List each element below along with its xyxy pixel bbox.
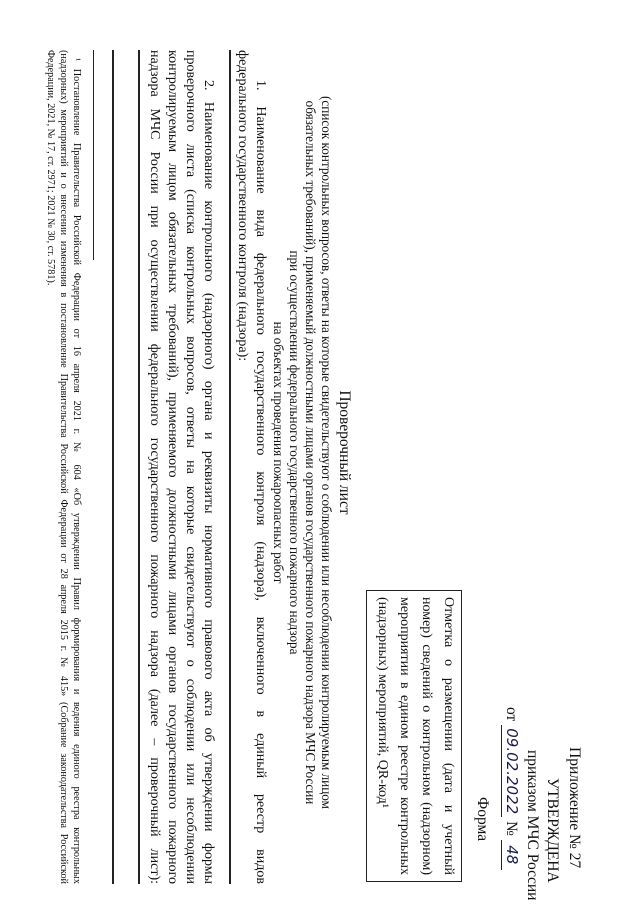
order-number: 48	[501, 840, 522, 870]
registry-mark-line-2: номер) сведений о контрольном (надзорном)	[419, 597, 434, 875]
approved-label: УТВЕРЖДЕНА	[544, 778, 561, 883]
footnote-line-2: (надзорных) мероприятий и о внесении изменения в постановление Правительства Российской Федерации от 28 апреля 2015 г. № 415» (Собрание законодательства Российской	[58, 50, 69, 884]
appendix-label: Приложение № 27	[566, 747, 583, 869]
number-prefix: №	[503, 821, 520, 836]
title-line-4: на объектах проведения пожароопасных работ	[271, 321, 286, 584]
title-line-3: при осуществлении федерального государственного пожарного надзора	[287, 250, 302, 655]
title-line-2: обязательных требований), применяемый должностными лицами органов государственного пожарного надзора МЧС России	[303, 100, 318, 805]
item1-line-2: федерального государственного контроля (надзора):	[235, 50, 250, 362]
item2-line-2: проверочного листа (списка контрольных вопросов, ответы на которые свидетельствуют о соблюдении или несоблюдении	[183, 50, 198, 884]
document-title: Проверочный лист	[336, 390, 353, 515]
item1-line-1: 1. Наименование вида федерального государственного контроля (надзора), включенного в единый реестр видов	[253, 80, 268, 884]
item2-fill-line-1	[139, 50, 141, 884]
footnote-line-1: ¹ Постановление Правительства Российской Федерации от 16 апреля 2021 г. № 604 «Об утверждении Правил формирования и ведения единого реестра контрольных	[71, 58, 82, 884]
item2-fill-line-2	[113, 50, 115, 884]
order-date-line	[501, 707, 522, 870]
registry-mark-line-4: (надзорных) мероприятий, QR-код¹	[375, 597, 390, 808]
order-label: приказом МЧС России	[524, 750, 541, 901]
registry-mark-line-1: Отметка о размещении (дата и учетный	[441, 597, 456, 875]
order-date: 09.02.2022	[501, 725, 522, 817]
item2-line-4: надзора МЧС России при осуществлении федерального государственного пожарного надзора (далее – проверочный лист):	[147, 50, 162, 884]
registry-mark-line-3: мероприятии в едином реестре контрольных	[397, 597, 412, 875]
form-label: Форма	[474, 797, 491, 842]
item1-fill-line	[230, 50, 232, 884]
footnote-separator	[93, 50, 94, 260]
registry-mark-box	[366, 590, 462, 882]
item2-line-3: контролируемым лицом обязательных требований), применяемого должностными лицами органов государственного пожарного	[165, 50, 180, 884]
title-line-1: (список контрольных вопросов, ответы на которые свидетельствуют о соблюдении или несоблюдении контролируемым лицом	[319, 96, 334, 809]
item2-line-1: 2. Наименование контрольного (надзорного) органа и реквизиты нормативного правового акта об утверждении формы	[201, 80, 216, 884]
date-prefix: от	[503, 707, 520, 722]
footnote-line-3: Федерации, 2021, № 17, ст. 2971; 2021 № 30, ст. 5781).	[45, 50, 56, 286]
